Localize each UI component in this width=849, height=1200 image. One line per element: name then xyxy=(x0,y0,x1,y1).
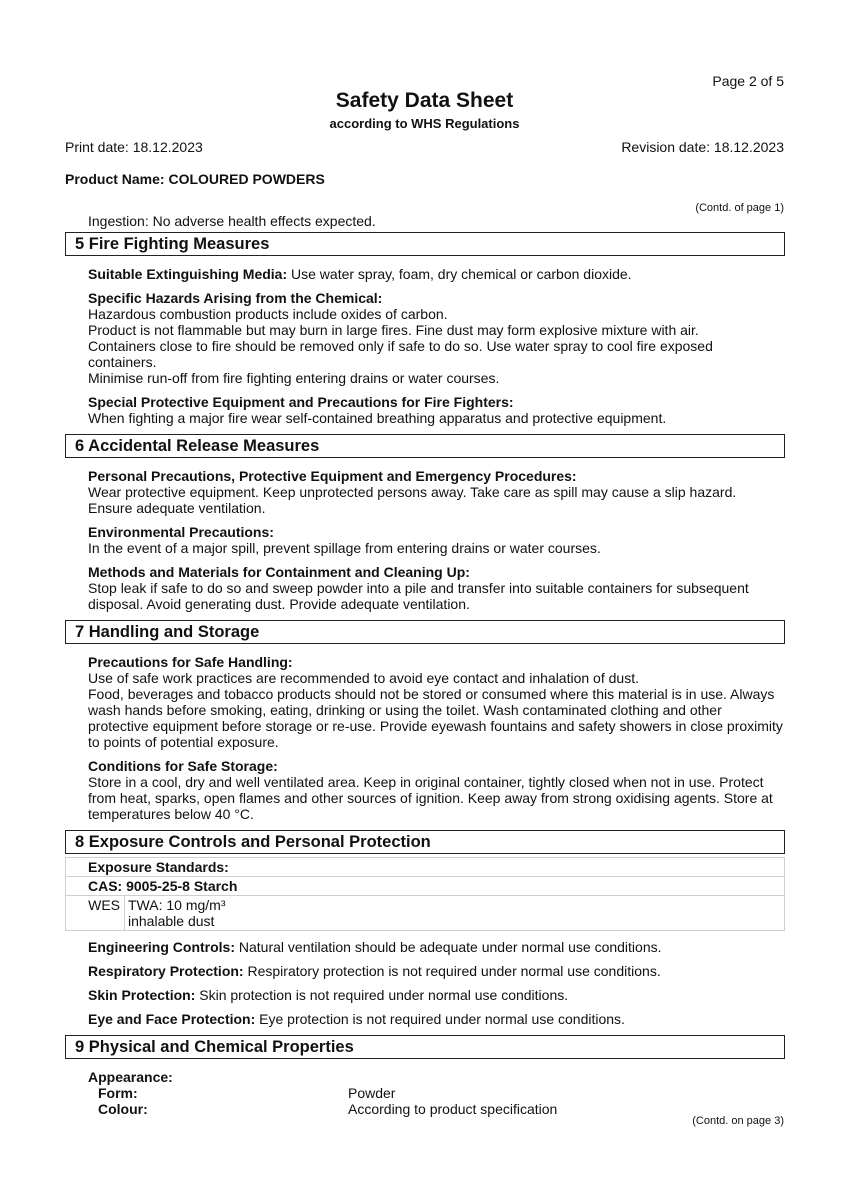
safe-storage-text: Store in a cool, dry and well ventilated area. Keep in original container, tightly closed when not in use. Protect from heat, sparks, open flames and other sources of ignition. Keep away from strong oxidising agents. Store at temperatures below 40 °C. xyxy=(88,774,773,822)
respiratory-protection-text: Respiratory protection is not required under normal use conditions. xyxy=(243,963,661,979)
engineering-controls xyxy=(65,939,785,955)
safe-handling xyxy=(65,654,785,750)
personal-precautions xyxy=(65,468,785,516)
form-row xyxy=(88,1085,783,1101)
document-subtitle: according to WHS Regulations xyxy=(329,116,520,131)
appearance-label: Appearance: xyxy=(88,1069,173,1085)
eye-protection xyxy=(65,1011,785,1027)
respiratory-protection xyxy=(65,963,785,979)
table-row xyxy=(66,858,785,877)
skin-protection-text: Skin protection is not required under normal use conditions. xyxy=(195,987,569,1003)
section-9-header: 9 Physical and Chemical Properties xyxy=(65,1035,785,1059)
environmental-precautions xyxy=(65,524,785,556)
wes-twa: TWA: 10 mg/m³ xyxy=(128,897,226,913)
colour-value: According to product specification xyxy=(348,1101,558,1117)
extinguishing-media-text: Use water spray, foam, dry chemical or carbon dioxide. xyxy=(287,266,632,282)
skin-protection-label: Skin Protection: xyxy=(88,987,196,1003)
section-8-header: 8 Exposure Controls and Personal Protection xyxy=(65,830,785,854)
personal-precautions-label: Personal Precautions, Protective Equipment and Emergency Procedures: xyxy=(88,468,577,484)
containment-methods-text: Stop leak if safe to do so and sweep powder into a pile and transfer into suitable containers for subsequent disposal. Avoid generating dust. Provide adequate ventilation. xyxy=(88,580,749,612)
table-row xyxy=(66,877,785,896)
personal-precautions-text: Wear protective equipment. Keep unprotected persons away. Take care as spill may cause a slip hazard. Ensure adequate ventilation. xyxy=(88,484,737,516)
containment-methods-label: Methods and Materials for Containment and Cleaning Up: xyxy=(88,564,470,580)
document-title: Safety Data Sheet xyxy=(335,89,514,112)
specific-hazards-line: Product is not flammable but may burn in large fires. Fine dust may form explosive mixture with air. xyxy=(88,322,699,338)
eye-protection-text: Eye protection is not required under normal use conditions. xyxy=(255,1011,625,1027)
fire-fighter-ppe xyxy=(65,394,785,426)
revision-date: Revision date: 18.12.2023 xyxy=(621,139,784,155)
environmental-precautions-text: In the event of a major spill, prevent spillage from entering drains or water courses. xyxy=(88,540,601,556)
fire-fighter-ppe-text: When fighting a major fire wear self-contained breathing apparatus and protective equipment. xyxy=(88,410,667,426)
specific-hazards-line: Minimise run-off from fire fighting entering drains or water courses. xyxy=(88,370,500,386)
colour-label: Colour: xyxy=(98,1101,148,1117)
page-number: Page 2 of 5 xyxy=(712,73,784,89)
ingestion-text: Ingestion: No adverse health effects expected. xyxy=(88,213,376,229)
safe-handling-line: Use of safe work practices are recommended to avoid eye contact and inhalation of dust. xyxy=(88,670,639,686)
safe-handling-label: Precautions for Safe Handling: xyxy=(88,654,293,670)
safe-handling-line: Food, beverages and tobacco products should not be stored or consumed where this material is in use. Always wash hands before smoking, eating, drinking or using the toilet. Wash contaminated clothing and other protective equipment before storage or re-use. Provide eyewash fountains and safety showers in close proximity to points of potential exposure. xyxy=(88,686,783,750)
wes-label: WES xyxy=(66,896,125,931)
extinguishing-media-label: Suitable Extinguishing Media: xyxy=(88,266,288,282)
print-date: Print date: 18.12.2023 xyxy=(65,139,203,155)
safe-storage xyxy=(65,758,785,822)
respiratory-protection-label: Respiratory Protection: xyxy=(88,963,244,979)
form-label: Form: xyxy=(98,1085,138,1101)
wes-value xyxy=(125,896,785,931)
section-7-header: 7 Handling and Storage xyxy=(65,620,785,644)
specific-hazards-line: Containers close to fire should be removed only if safe to do so. Use water spray to cool fire exposed containers. xyxy=(88,338,713,370)
exposure-standards-table xyxy=(65,857,785,931)
skin-protection xyxy=(65,987,785,1003)
specific-hazards xyxy=(65,290,785,386)
continued-on-note: (Contd. on page 3) xyxy=(692,1115,784,1127)
specific-hazards-label: Specific Hazards Arising from the Chemical: xyxy=(88,290,383,306)
extinguishing-media xyxy=(65,266,785,282)
cas-row: CAS: 9005-25-8 Starch xyxy=(66,877,785,896)
document-body xyxy=(65,213,785,1117)
product-name xyxy=(65,171,325,187)
product-name-label: Product Name: xyxy=(65,171,165,187)
table-row xyxy=(66,896,785,931)
appearance-block xyxy=(65,1069,785,1117)
containment-methods xyxy=(65,564,785,612)
section-6-header: 6 Accidental Release Measures xyxy=(65,434,785,458)
specific-hazards-line: Hazardous combustion products include oxides of carbon. xyxy=(88,306,448,322)
wes-note: inhalable dust xyxy=(128,913,215,929)
section-5-header: 5 Fire Fighting Measures xyxy=(65,232,785,256)
colour-row xyxy=(88,1101,783,1117)
environmental-precautions-label: Environmental Precautions: xyxy=(88,524,274,540)
exposure-standards-header: Exposure Standards: xyxy=(66,858,785,877)
engineering-controls-text: Natural ventilation should be adequate under normal use conditions. xyxy=(235,939,662,955)
product-name-value: COLOURED POWDERS xyxy=(168,171,325,187)
safe-storage-label: Conditions for Safe Storage: xyxy=(88,758,278,774)
eye-protection-label: Eye and Face Protection: xyxy=(88,1011,256,1027)
form-value: Powder xyxy=(348,1085,396,1101)
continued-from-note: (Contd. of page 1) xyxy=(695,202,784,214)
engineering-controls-label: Engineering Controls: xyxy=(88,939,235,955)
fire-fighter-ppe-label: Special Protective Equipment and Precautions for Fire Fighters: xyxy=(88,394,514,410)
